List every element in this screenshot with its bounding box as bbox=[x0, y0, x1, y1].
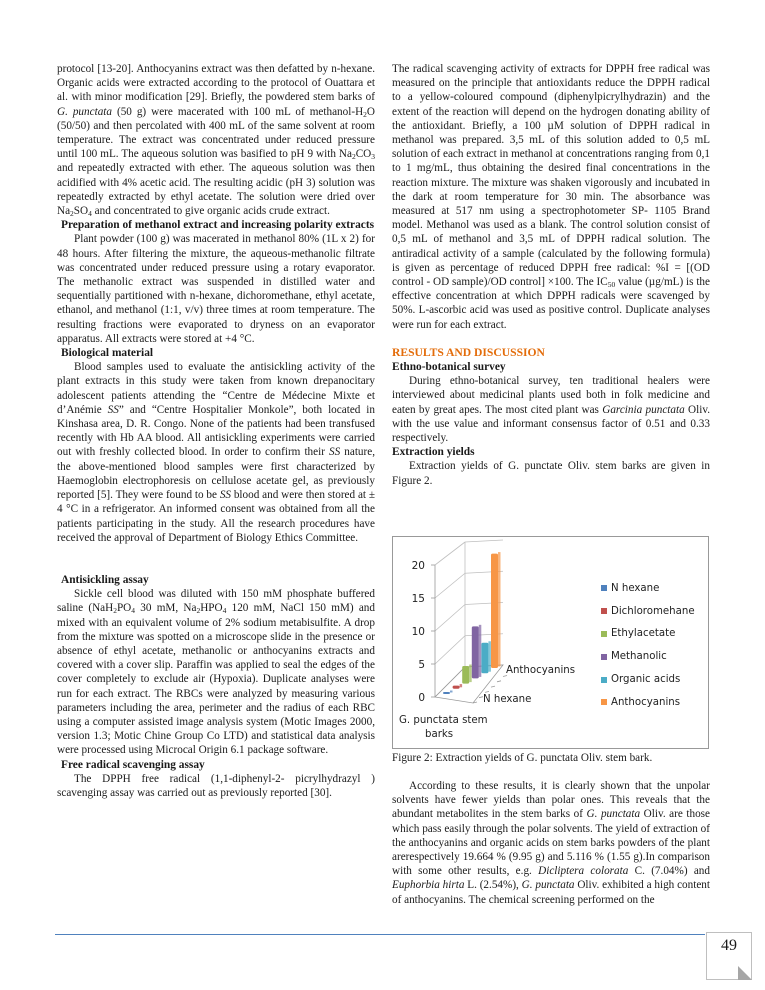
legend-item bbox=[601, 645, 695, 668]
heading-antisickling-assay: Antisickling assay bbox=[61, 573, 149, 586]
heading-biological-material: Biological material bbox=[61, 347, 154, 360]
gridline-back bbox=[465, 540, 503, 542]
chart-legend bbox=[601, 577, 695, 714]
legend-swatch bbox=[601, 585, 607, 591]
right-column-continued bbox=[392, 779, 710, 907]
bar-side-dichloromehane bbox=[460, 684, 463, 687]
depth-axis-label: N hexane bbox=[483, 694, 532, 705]
legend-item bbox=[601, 600, 695, 623]
depth-axis-label: Anthocyanins bbox=[506, 665, 576, 676]
depth-tick bbox=[491, 686, 495, 687]
gridline-side bbox=[435, 573, 465, 598]
paragraph-antisickling-assay: Sickle cell blood was diluted with 150 mM phosphate buffered saline ($NaH_2PO_4$ 30 mM, $Na_2HPO_4$ 120 mM, NaCl 150 mM) and mixed with an equivalent volume of 2% sodium metabisulfite. A drop from the mixture was spotted on a microscope slide in the presence or absence of ethyl acetate, methanolic or anthocyanins extracts and covered with a cover slip. Paraffin was applied to seal the edges of the cover completely to exclude air (Hypoxia). Duplicate analyses were run for each extract. The RBCs were analyzed by measuring various parameters including the area, perimeter and the radius of each RBC using a computer assisted image analysis system (Motic Images 2000, version 1.3; Motic Chine Group Co LTD) and statistical data analysis were processed using Microcal Origin 6.1 package software. bbox=[57, 588, 375, 757]
x-category-label: G. punctata stem bbox=[399, 715, 488, 726]
gridline-side bbox=[435, 542, 465, 565]
page-number-box bbox=[706, 932, 752, 980]
y-tick-label: 5 bbox=[418, 659, 425, 671]
bar-organic-acids bbox=[481, 643, 488, 673]
legend-label: Methanolic bbox=[611, 651, 667, 663]
y-tick-label: 10 bbox=[411, 626, 425, 638]
y-tick-label: 15 bbox=[411, 593, 425, 605]
heading-preparation: Preparation of methanol extract and increasing polarity extracts bbox=[61, 219, 375, 232]
y-tick-label: 0 bbox=[418, 692, 425, 704]
bar-side-anthocyanins bbox=[498, 552, 501, 666]
legend-item bbox=[601, 691, 695, 714]
bar-methanolic bbox=[472, 626, 479, 678]
paragraph-extraction: protocol [13-20]. Anthocyanins extract was then defatted by n-hexane. Organic acids were extracted according to the protocol of Ouattara et al. with minor modification [29]. Briefly, the powdered stem barks of G. punctata (50 g) were macerated with 100 mL of methanol-$H_2O$ (50/50) and then percolated with 400 mL of the same solvent at room temperature. The extract was concentrated under reduced pressure until 100 mL. The aqueous solution was basified to pH 9 with $Na_2CO_3$ and repeatedly extracted with ether. The aqueous solution was then acidified with 4% acetic acid. The resulting acidic (pH 3) solution was repeatedly extracted by ethyl acetate. The solution were dried over $Na_2SO_4$ and concentrated to give organic acids crude extract. bbox=[57, 63, 375, 219]
legend-label: Dichloromehane bbox=[611, 605, 695, 617]
figure-2-chart bbox=[392, 536, 709, 749]
legend-swatch bbox=[601, 699, 607, 705]
legend-item bbox=[601, 577, 695, 600]
bar-side-organic-acids bbox=[488, 641, 491, 671]
heading-extraction-yields: Extraction yields bbox=[392, 446, 475, 459]
page-number: 49 bbox=[721, 937, 737, 954]
paragraph-yield-discussion: According to these results, it is clearly shown that the unpolar solvents have fewer yields than polar ones. This reveals that the abundant metabolites in the stem barks of G. punctata Oliv. are those which pass easily through the polar solvents. The yield of extraction of the anthocyanins and organic acids on stem barks powders of the plant arerespectively 19.664 % (9.95 g) and 5.116 % (1.55 g).In comparison with some other results, e.g. Dicliptera colorata C. (7.04%) and Euphorbia hirta L. (2.54%), G. punctata Oliv. exhibited a high content of anthocyanins. The chemical screening performed on the bbox=[392, 780, 711, 906]
legend-item bbox=[601, 623, 695, 646]
legend-label: Anthocyanins bbox=[611, 696, 681, 708]
bar-ethylacetate bbox=[462, 666, 469, 684]
paragraph-preparation: Plant powder (100 g) was macerated in methanol 80% (1L x 2) for 48 hours. After filtering the mixture, the aqueous-methanolic filtrate was concentrated under reduced pressure using a rotary evaporator. The methanolic extract was suspended in distilled water and sequentially partitioned with n-hexane, dichoromethane, ethyl acetate, ethanol, and methanol (1:1, v/v) three times at room temperature. The resulting fractions were evaporated to dryness on an evaporator apparatus. All extracts were stored at +4 °C. bbox=[57, 233, 375, 345]
legend-label: Organic acids bbox=[611, 674, 681, 686]
legend-label: Ethylacetate bbox=[611, 628, 676, 640]
y-tick-label: 20 bbox=[411, 560, 425, 572]
gridline-side bbox=[435, 605, 465, 632]
x-category-label: barks bbox=[425, 729, 454, 740]
page-curl-icon bbox=[738, 966, 752, 980]
legend-swatch bbox=[601, 608, 607, 614]
legend-item bbox=[601, 668, 695, 691]
legend-swatch bbox=[601, 631, 607, 637]
bar-anthocyanins bbox=[491, 554, 498, 668]
paragraph-free-radical-assay: The DPPH free radical (1,1-diphenyl-2- picrylhydrazyl ) scavenging assay was carried out as previously reported [30]. bbox=[57, 772, 375, 799]
legend-swatch bbox=[601, 654, 607, 660]
heading-free-radical-assay: Free radical scavenging assay bbox=[61, 758, 205, 771]
figure-caption: Figure 2: Extraction yields of G. punctata Oliv. stem bark. bbox=[392, 752, 653, 764]
paragraph-biological-material: Blood samples used to evaluate the antisickling activity of the plant extracts in this study were taken from known drepanocitary adolescent patients attending the “Centre de Médecine Mixte et d’Anémie SS” and “Centre Hospitalier Monkole”, both located in Kinshasa area, D. R. Congo. None of the patients had been transfused recently with Hb AA blood. All antisickling experiments were carried out with freshly collected blood. In order to confirm their SS nature, the above-mentioned blood samples were first characterized by Haemoglobin electrophoresis on cellulose acetate gel, as previously reported [5]. They were found to be SS blood and were then stored at ± 4 °C in a refrigerator. An informed consent was obtained from all the patients participating in the study. All the research procedures have received the approval of Department of Biology Ethics Committee. bbox=[57, 361, 376, 544]
legend-swatch bbox=[601, 677, 607, 683]
paragraph-dpph-method: The radical scavenging activity of extracts for DPPH free radical was measured on the principle that antioxidants reduce the DPPH radical to a yellow-coloured compound (diphenylpicrylhydrazin) and the extent of the reaction will depend on the hydrogen donating ability of the antioxidant. Briefly, a 100 µM solution of DPPH radical in methanol was prepared. 3,5 mL of this solution added to 0,5 mL solution of each extract in methanol at concentrations ranging from 0,1 to 1 mg/mL, thus obtaining the desired final concentrations in the reaction mixture. The mixture was shaken vigorously and incubated in the dark at room temperature for 30 min. The absorbance was measured at 517 nm using a spectrophotometer SP- 1105 Brand model. Methanol was used as a blank. The control solution consist of 0,5 mL of methanol and 3,5 mL of DPPH radical solution. The antiradical activity of a sample (calculated by the following formula) is given as percentage of reduced DPPH free radical: %I = [(OD control - OD sample)/OD control] ×100. The $IC_{50}$ value (µg/mL) is the effective concentration at which DPPH radicals were scavenged by 50%. L-ascorbic acid was used as positive control. Duplicate analyses were run for each extract. bbox=[392, 63, 710, 331]
heading-results-and-discussion: RESULTS AND DISCUSSION bbox=[392, 345, 545, 359]
footer-rule bbox=[55, 934, 705, 935]
legend-label: N hexane bbox=[611, 582, 660, 594]
right-column bbox=[392, 62, 710, 488]
gridline-side bbox=[435, 636, 465, 664]
bar-side-ethylacetate bbox=[469, 665, 472, 683]
depth-tick bbox=[497, 681, 501, 682]
paragraph-ethno-botanical-survey: During ethno-botanical survey, ten traditional healers were interviewed about medicinal plants used both in folk medicine and eaten by great apes. The most cited plant was Garcinia punctata Oliv. with the use value and informant consensus factor of 0.51 and 0.33 respectively. bbox=[392, 375, 710, 445]
bar-n-hexane bbox=[443, 692, 450, 694]
bar-side-methanolic bbox=[479, 625, 482, 677]
bar-dichloromehane bbox=[453, 686, 460, 689]
heading-ethno-botanical-survey: Ethno-botanical survey bbox=[392, 361, 506, 374]
left-column bbox=[57, 62, 375, 800]
bar-side-n-hexane bbox=[450, 691, 453, 693]
paragraph-extraction-yields: Extraction yields of G. punctate Oliv. stem barks are given in Figure 2. bbox=[392, 460, 710, 487]
depth-tick bbox=[485, 691, 489, 692]
